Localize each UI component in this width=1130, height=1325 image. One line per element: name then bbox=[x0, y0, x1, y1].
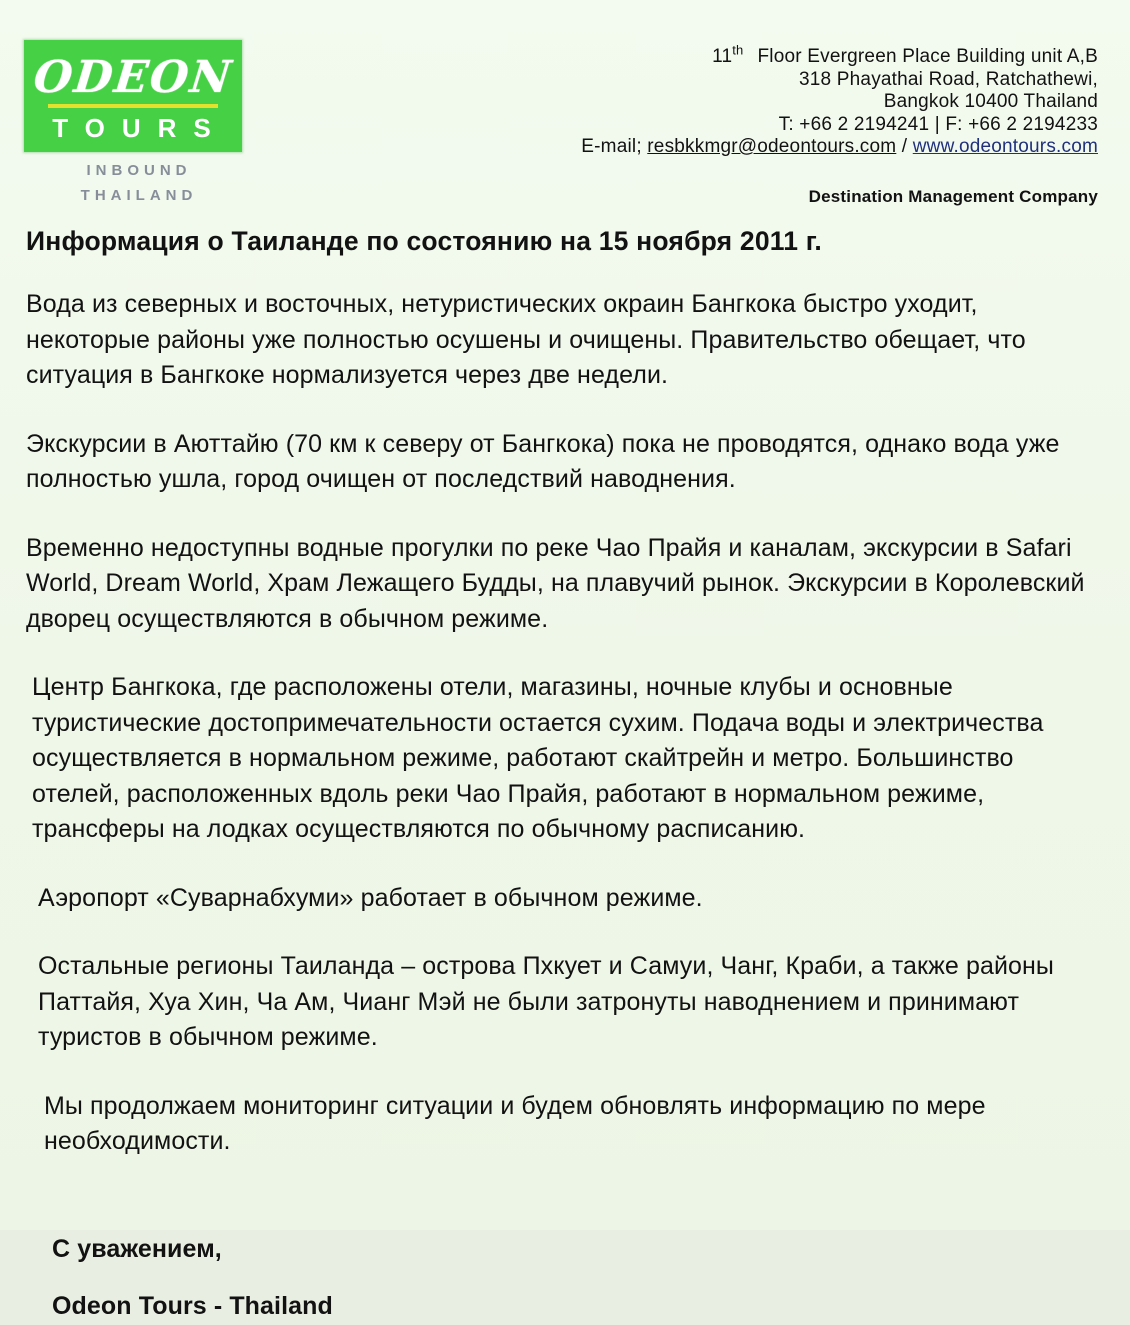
paragraph-ayutthaya: Экскурсии в Аюттайю (70 км к северу от Бангкока) пока не проводятся, однако вода уже полностью ушла, город очищен от последствий наводнения. bbox=[26, 429, 1060, 493]
paragraph-bangkok-center: Центр Бангкока, где расположены отели, магазины, ночные клубы и основные туристические достопримечательности остается сухим. Подача воды и электричества осуществляется в нормальном режиме, работают скайтрейн и метро. Большинство отелей, расположенных вдоль реки Чао Прайя, работают в нормальном режиме, трансферы на лодках осуществляются по обычному расписанию. bbox=[32, 673, 1044, 843]
company-address-block bbox=[581, 40, 1098, 208]
document-title: Информация о Таиланде по состоянию на 15 ноября 2011 г. bbox=[26, 226, 822, 256]
floor-number: 11 bbox=[712, 46, 733, 67]
phone-fax-line: T: +66 2 2194241 | F: +66 2 2194233 bbox=[778, 113, 1098, 135]
email-link: resbkkmgr@odeontours.com bbox=[647, 136, 897, 157]
logo-subtitle-inbound: INBOUND bbox=[86, 162, 192, 179]
address-line-2: 318 Phayathai Road, Ratchathewi, bbox=[799, 68, 1098, 90]
logo-block bbox=[24, 40, 254, 204]
website-link: www.odeontours.com bbox=[912, 136, 1098, 157]
paragraph-unavailable-excursions: Временно недоступны водные прогулки по реке Чао Прайя и каналам, экскурсии в Safari World, Dream World, Храм Лежащего Будды, на плавучий рынок. Экскурсии в Королевский дворец осуществляются в обычном режиме. bbox=[26, 533, 1085, 633]
letterhead bbox=[24, 40, 1098, 208]
paragraph-flood-receding: Вода из северных и восточных, нетуристических окраин Бангкока быстро уходит, некоторые районы уже полностью осушены и очищены. Правительство обещает, что ситуация в Бангкоке нормализуется через две недели. bbox=[26, 290, 1026, 389]
address-line-1 bbox=[581, 42, 1098, 69]
address-line-3: Bangkok 10400 Thailand bbox=[883, 91, 1098, 112]
logo-odeon-text: ODEON bbox=[31, 51, 236, 103]
email-label: E-mail; bbox=[581, 136, 648, 157]
logo-tours-text: TOURS bbox=[52, 112, 228, 143]
paragraph-airport: Аэропорт «Суварнабхуми» работает в обычном режиме. bbox=[38, 883, 703, 912]
floor-ordinal: th bbox=[732, 42, 744, 58]
email-line bbox=[581, 136, 1098, 159]
letter-body bbox=[24, 226, 1098, 1325]
email-web-separator: / bbox=[896, 136, 913, 157]
address-line-1-text: Floor Evergreen Place Building unit A,B bbox=[757, 46, 1098, 67]
odeon-tours-logo bbox=[24, 40, 242, 152]
logo-yellow-rule bbox=[48, 104, 218, 108]
signature-company: Odeon Tours - Thailand bbox=[52, 1292, 333, 1320]
logo-subtitle-thailand: THAILAND bbox=[80, 187, 198, 204]
paragraph-monitoring: Мы продолжаем мониторинг ситуации и будем обновлять информацию по мере необходимости. bbox=[44, 1091, 986, 1155]
paragraph-other-regions: Остальные регионы Таиланда – острова Пхкует и Самуи, Чанг, Краби, а также районы Паттайя, Хуа Хин, Ча Ам, Чианг Мэй не были затронуты наводнением и принимают туристов в обычном режиме. bbox=[38, 952, 1054, 1051]
company-tagline: Destination Management Company bbox=[808, 186, 1098, 206]
closing-salutation: С уважением, bbox=[52, 1234, 222, 1263]
